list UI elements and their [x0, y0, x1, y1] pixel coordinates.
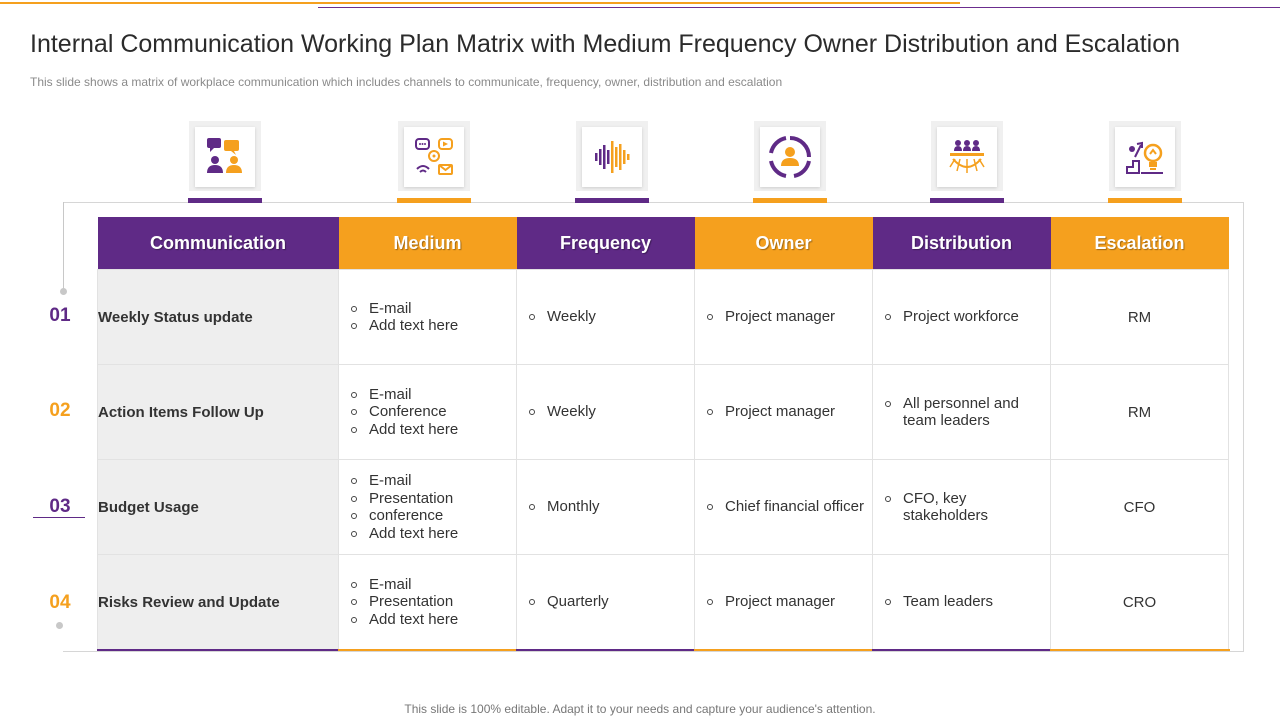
header-escalation: Escalation [1051, 217, 1229, 270]
icon-accent-bar [753, 198, 827, 203]
header-distribution: Distribution [873, 217, 1051, 270]
list-item: Project manager [707, 593, 872, 611]
frame-connector-line [63, 202, 64, 292]
header-frequency: Frequency [517, 217, 695, 270]
list-item: Add text here [351, 421, 516, 439]
frequency-cell [517, 460, 695, 555]
column-bottom-accent [1050, 649, 1230, 651]
distribution-cell [873, 270, 1051, 365]
frequency-cell [517, 555, 695, 650]
escalation-cell: CRO [1051, 555, 1229, 650]
list-item: Team leaders [885, 593, 1050, 611]
list-item: Add text here [351, 525, 516, 543]
icon-accent-bar [575, 198, 649, 203]
communication-cell: Risks Review and Update [98, 555, 339, 650]
row-number: 01 [49, 305, 71, 326]
user-circle-icon [768, 135, 812, 179]
list-item: Presentation [351, 593, 516, 611]
medium-cell [339, 365, 517, 460]
list-item: conference [351, 507, 516, 525]
slide-title: Internal Communication Working Plan Matrix with Medium Frequency Owner Distribution and Escalation [30, 30, 1181, 58]
distribution-cell [873, 460, 1051, 555]
chat-people-icon [203, 135, 247, 179]
list-item: Project workforce [885, 308, 1050, 326]
escalation-cell: CFO [1051, 460, 1229, 555]
row-number: 03 [49, 496, 71, 517]
frequency-cell [517, 270, 695, 365]
list-item: Project manager [707, 308, 872, 326]
list-item: Quarterly [529, 593, 694, 611]
header-medium: Medium [339, 217, 517, 270]
header-communication: Communication [98, 217, 339, 270]
column-bottom-accent [694, 649, 872, 651]
owner-cell [695, 270, 873, 365]
row-number: 02 [49, 400, 71, 421]
list-item: Project manager [707, 403, 872, 421]
connector-dot [56, 622, 63, 629]
icon-tile-distribution [931, 121, 1003, 191]
list-item: E-mail [351, 386, 516, 404]
owner-cell [695, 555, 873, 650]
escalation-cell: RM [1051, 270, 1229, 365]
list-item: Weekly [529, 308, 694, 326]
table-row [98, 460, 1229, 555]
medium-cell [339, 555, 517, 650]
list-item: Weekly [529, 403, 694, 421]
list-item: E-mail [351, 576, 516, 594]
distribution-cell [873, 365, 1051, 460]
medium-cell [339, 460, 517, 555]
column-bottom-accent [97, 649, 338, 651]
icon-tile-medium [398, 121, 470, 191]
frequency-cell [517, 365, 695, 460]
connector-dot [60, 288, 67, 295]
list-item: Add text here [351, 611, 516, 629]
list-item: All personnel and team leaders [885, 395, 1050, 430]
communication-cell: Budget Usage [98, 460, 339, 555]
sound-wave-icon [590, 135, 634, 179]
list-item: E-mail [351, 300, 516, 318]
escalation-cell: RM [1051, 365, 1229, 460]
icon-tile-escalation [1109, 121, 1181, 191]
icon-accent-bar [397, 198, 471, 203]
audience-icon [945, 135, 989, 179]
column-bottom-accent [338, 649, 516, 651]
list-item: Add text here [351, 317, 516, 335]
slide-subtitle: This slide shows a matrix of workplace communication which includes channels to communicate, frequency, owner, distribution and escalation [30, 75, 783, 89]
distribution-cell [873, 555, 1051, 650]
icon-tile-communication [189, 121, 261, 191]
header-owner: Owner [695, 217, 873, 270]
icon-accent-bar [188, 198, 262, 203]
column-bottom-accent [516, 649, 694, 651]
icon-accent-bar [930, 198, 1004, 203]
icon-tile-frequency [576, 121, 648, 191]
communication-cell: Weekly Status update [98, 270, 339, 365]
list-item: Chief financial officer [707, 498, 872, 516]
list-item: E-mail [351, 472, 516, 490]
table-row [98, 270, 1229, 365]
row-number: 04 [49, 592, 71, 613]
communication-cell: Action Items Follow Up [98, 365, 339, 460]
list-item: Conference [351, 403, 516, 421]
icon-tile-owner [754, 121, 826, 191]
communication-matrix-table [97, 217, 1229, 650]
table-row [98, 555, 1229, 650]
escalation-idea-icon [1123, 135, 1167, 179]
channels-icon [412, 135, 456, 179]
owner-cell [695, 365, 873, 460]
medium-cell [339, 270, 517, 365]
top-accent-line-purple [318, 7, 1280, 8]
table-header-row [98, 217, 1229, 270]
icon-accent-bar [1108, 198, 1182, 203]
row-number-underline [33, 517, 85, 518]
list-item: Monthly [529, 498, 694, 516]
owner-cell [695, 460, 873, 555]
table-row [98, 365, 1229, 460]
top-accent-line-orange [0, 2, 960, 4]
list-item: Presentation [351, 490, 516, 508]
footer-note: This slide is 100% editable. Adapt it to your needs and capture your audience's attention. [404, 702, 876, 716]
column-bottom-accent [872, 649, 1050, 651]
list-item: CFO, key stakeholders [885, 490, 1050, 525]
